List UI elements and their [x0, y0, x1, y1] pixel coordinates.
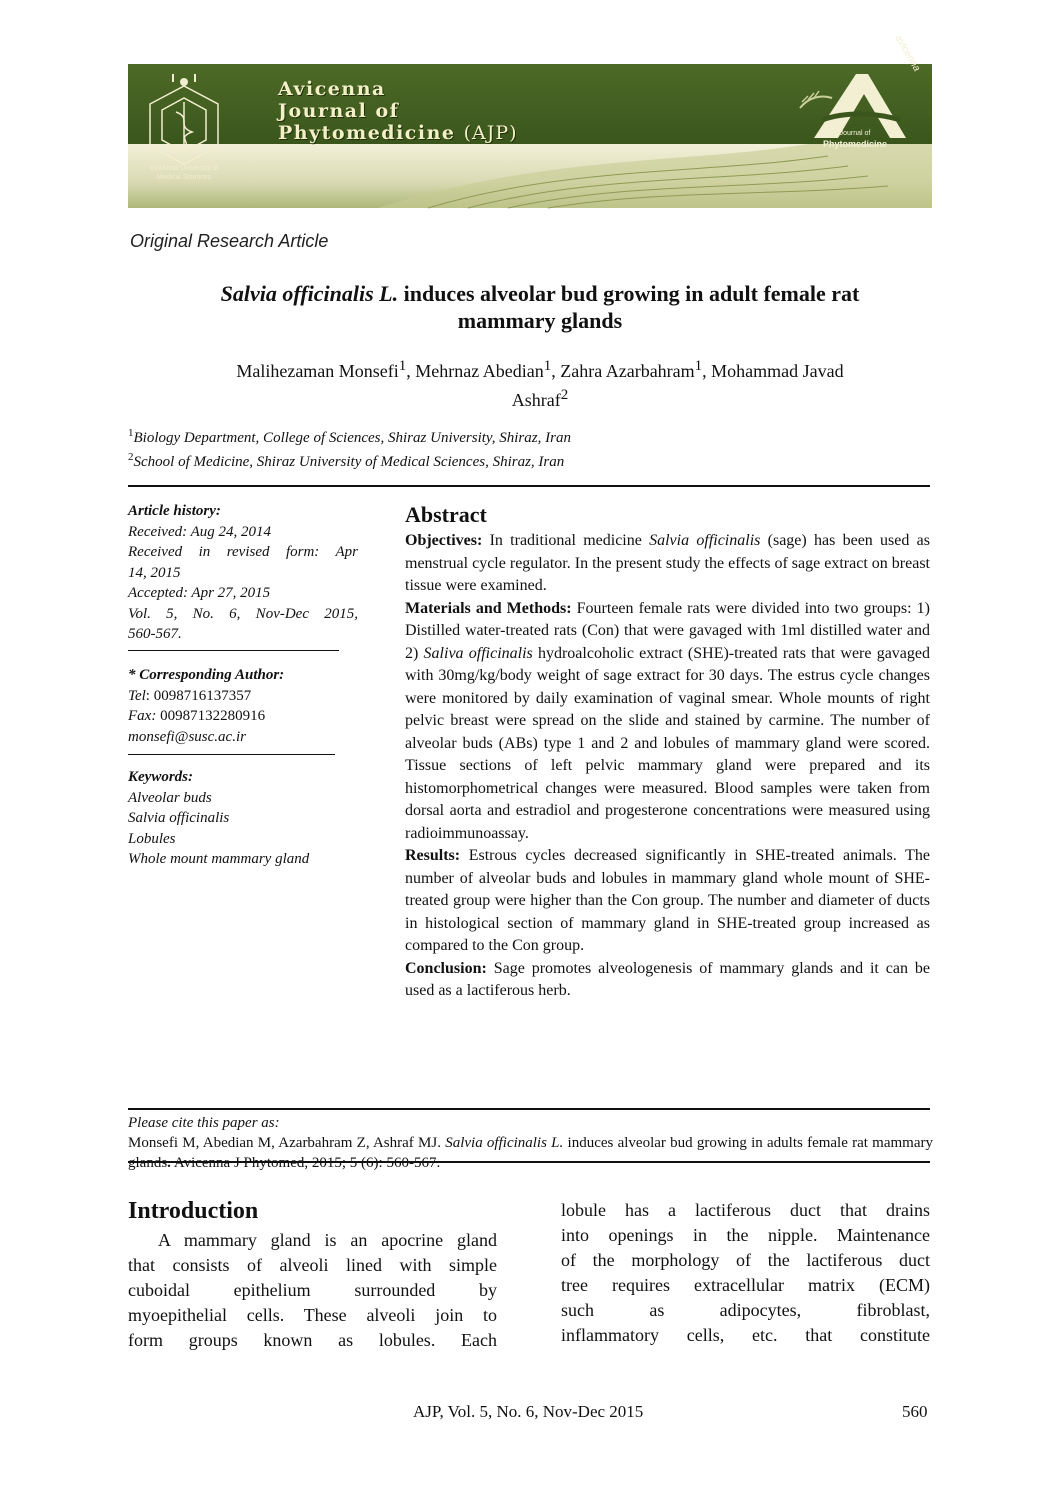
- affiliation-sup: 1: [128, 427, 134, 439]
- email-link[interactable]: monsefi@susc.ac.ir: [128, 728, 246, 745]
- affiliation: [128, 451, 564, 471]
- results-label: Results:: [405, 847, 461, 864]
- journal-title-line: Phytomedicine: [278, 122, 456, 144]
- objectives-text: (sage) has been used as menstrual cycle regulator. In the present study the effects of sage extract on breast tissue were examined.: [405, 532, 930, 594]
- author-affil-sup: 2: [560, 387, 569, 403]
- author-name: , Zahra Azarbahram: [551, 361, 695, 381]
- divider: [128, 1108, 930, 1110]
- abstract-body: [405, 530, 930, 1003]
- intro-line: A mammary gland is an apocrine gland: [158, 1230, 497, 1250]
- keywords-heading: Keywords:: [128, 769, 193, 785]
- article-history: [128, 501, 358, 645]
- author-affil-sup: 1: [543, 358, 552, 374]
- methods-label: Materials and Methods:: [405, 599, 572, 617]
- journal-banner: [128, 33, 932, 208]
- methods-species: Saliva officinalis: [423, 644, 533, 662]
- author-affil-sup: 1: [398, 358, 407, 374]
- introduction-left-column: [128, 1228, 497, 1353]
- university-emblem: [142, 72, 226, 202]
- corresponding-author: [128, 665, 358, 747]
- methods-text: hydroalcoholic extract (SHE)-treated rats that were gavaged with 30mg/kg/body weight of sage extract for 30 days. The estrus cycle changes were monitored by daily examination of vaginal smear. Whole mounts of right pelvic breast were spread on the slide and stained by carmine. The number of alveolar buds (ABs) type 1 and 2 and lobules of mammary gland were scored. Tissue sections of left pelvic mammary gland were prepared and its histomorphometrical changes were measured. Blood samples were taken from dorsal aorta and estradiol and progesterone concentrations were measured using radioimmunoassay.: [405, 644, 930, 842]
- results-text: Estrous cycles decreased significantly in SHE-treated animals. The number of alveolar buds and lobules in mammary gland whole mount of SHE-treated group were higher than the Con group. The number and diameter of ducts in histological section of mammary gland in SHE-treated group increased as compared to the Con group.: [405, 847, 930, 954]
- objectives-text: In traditional medicine: [482, 532, 650, 549]
- intro-line: tree requires extracellular matrix (ECM): [561, 1275, 930, 1295]
- conclusion-text: Sage promotes alveologenesis of mammary glands and it can be used as a lactiferous herb.: [405, 959, 930, 999]
- logo-arc-text: avicenna: [892, 33, 922, 74]
- journal-title-line: Avicenna: [278, 78, 386, 100]
- intro-line: into openings in the nipple. Maintenance: [561, 1225, 930, 1245]
- history-line: Received in revised form: Apr: [128, 544, 358, 560]
- title-text: induces alveolar bud growing in adult female rat: [398, 281, 860, 306]
- tel-label: Tel: [128, 687, 146, 704]
- tel-value: : 0098716137357: [145, 687, 252, 704]
- article-title: [150, 280, 930, 334]
- affiliation-sup: 2: [128, 451, 134, 463]
- citation-authors: Monsefi M, Abedian M, Azarbahram Z, Ashraf MJ.: [128, 1135, 446, 1151]
- history-line: Vol. 5, No. 6, Nov-Dec 2015,: [128, 605, 358, 622]
- affiliation: [128, 427, 571, 447]
- abstract-results: [405, 845, 930, 958]
- intro-line: cuboidal epithelium surrounded by: [128, 1280, 497, 1300]
- fax-value: 00987132280916: [156, 708, 266, 724]
- author-name: Malihezaman Monsefi: [236, 361, 399, 381]
- affiliation-text: Biology Department, College of Sciences, Shiraz University, Shiraz, Iran: [133, 430, 571, 446]
- keywords: [128, 767, 358, 870]
- divider: [128, 485, 930, 487]
- introduction-heading: Introduction: [128, 1198, 259, 1224]
- author-name: , Mohammad Javad: [702, 361, 844, 381]
- journal-title-line: Journal of: [278, 100, 400, 122]
- intro-line: such as adipocytes, fibroblast,: [561, 1300, 930, 1320]
- abstract-conclusion: [405, 958, 930, 1003]
- title-line-2: mammary glands: [457, 308, 623, 333]
- fax-label: Fax:: [128, 708, 157, 724]
- footer-journal: AJP, Vol. 5, No. 6, Nov-Dec 2015: [413, 1402, 644, 1421]
- author-list: [150, 354, 930, 412]
- intro-line: inflammatory cells, etc. that constitute: [561, 1325, 930, 1345]
- history-line: 560-567.: [128, 626, 182, 642]
- keyword: Salvia officinalis: [128, 810, 230, 826]
- citation-title: induces alveolar bud growing in adults female rat mammary glands: [128, 1135, 933, 1171]
- citation-species: Salvia officinalis L.: [445, 1135, 564, 1151]
- history-line: Accepted: Apr 27, 2015: [128, 585, 271, 601]
- citation-block: [128, 1113, 933, 1173]
- logo-text: Journal of: [839, 130, 871, 137]
- journal-abbr: (AJP): [463, 122, 518, 144]
- keyword: Whole mount mammary gland: [128, 851, 310, 867]
- page-number: 560: [902, 1402, 928, 1421]
- university-name: Mashhad University of Medical Sciences: [149, 165, 219, 181]
- objectives-label: Objectives:: [405, 532, 483, 549]
- divider: [128, 754, 335, 755]
- keyword: Lobules: [128, 830, 176, 847]
- title-species: Salvia officinalis L.: [220, 281, 399, 306]
- intro-line: myoepithelial cells. These alveoli join to: [128, 1305, 497, 1325]
- intro-line: form groups known as lobules. Each: [128, 1330, 497, 1350]
- divider: [128, 1161, 930, 1163]
- intro-line: lobule has a lactiferous duct that drains: [561, 1200, 930, 1220]
- history-line: 14, 2015: [128, 564, 181, 581]
- divider: [128, 650, 339, 651]
- author-affil-sup: 1: [694, 358, 703, 374]
- abstract-methods: [405, 598, 930, 846]
- introduction-right-column: [561, 1198, 930, 1348]
- intro-line: of the morphology of the lactiferous duct: [561, 1250, 930, 1270]
- keyword: Alveolar buds: [128, 789, 212, 806]
- methods-text: Fourteen female rats were divided into two groups: 1) Distilled water-treated rats (Con) that were gavaged with 1ml distilled water and 2): [405, 599, 931, 662]
- abstract-objectives: [405, 530, 930, 598]
- author-name: , Mehrnaz Abedian: [406, 361, 544, 381]
- conclusion-label: Conclusion:: [405, 959, 487, 977]
- logo-label: [800, 128, 910, 150]
- journal-title: [278, 78, 598, 144]
- corresponding-heading: * Corresponding Author:: [128, 667, 285, 683]
- citation-source: Avicenna J Phytomed, 2015; 5 (6): 560-567.: [170, 1155, 441, 1171]
- citation-heading: Please cite this paper as:: [128, 1115, 280, 1131]
- logo-text-2: Phytomedicine: [822, 139, 887, 149]
- article-history-heading: Article history:: [128, 503, 221, 519]
- objectives-species: Salvia officinalis: [649, 532, 761, 549]
- citation-dot: .: [167, 1155, 171, 1171]
- article-type: Original Research Article: [130, 231, 329, 251]
- history-line: Received: Aug 24, 2014: [128, 523, 272, 540]
- abstract-heading: Abstract: [405, 502, 487, 527]
- affiliation-text: School of Medicine, Shiraz University of Medical Sciences, Shiraz, Iran: [133, 454, 565, 470]
- intro-line: that consists of alveoli lined with simple: [128, 1255, 497, 1275]
- author-name: Ashraf: [511, 390, 561, 410]
